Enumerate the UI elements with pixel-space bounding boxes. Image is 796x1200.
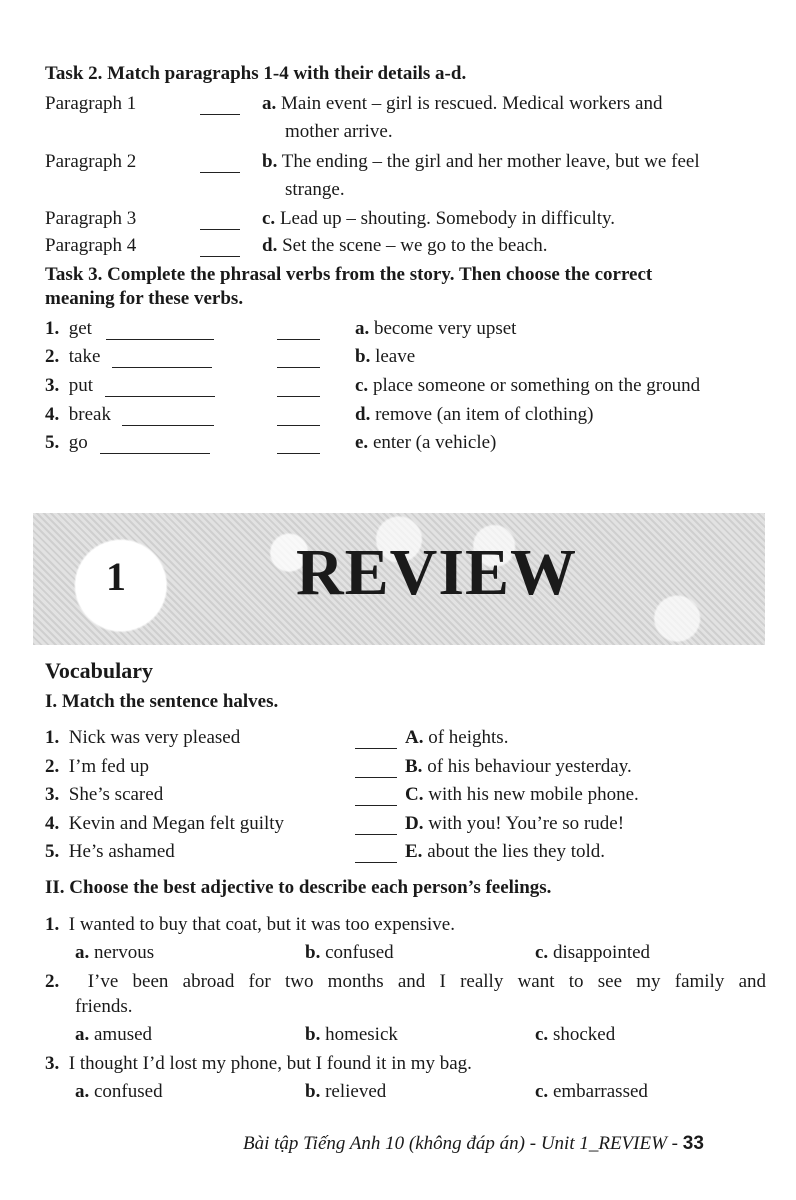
part2-title: II. Choose the best adjective to describe each person’s feelings. xyxy=(45,877,552,898)
detail-continuation: strange. xyxy=(285,179,345,200)
meaning-item: d. remove (an item of clothing) xyxy=(355,404,594,425)
sentence-end: C. with his new mobile phone. xyxy=(405,784,639,805)
option-a[interactable]: a. confused xyxy=(75,1081,163,1102)
unit-review-banner xyxy=(33,513,765,645)
verb-blank[interactable] xyxy=(100,433,210,454)
page-number: 33 xyxy=(682,1133,704,1154)
answer-blank[interactable] xyxy=(277,347,320,368)
sentence-start: 3. She’s scared xyxy=(45,784,164,805)
verb-blank[interactable] xyxy=(105,376,215,397)
question: 1. I wanted to buy that coat, but it was too expensive. xyxy=(45,914,455,935)
sentence-start: 4. Kevin and Megan felt guilty xyxy=(45,813,285,834)
option-b[interactable]: b. relieved xyxy=(305,1081,387,1102)
banner-title: REVIEW xyxy=(296,536,578,609)
verb-blank[interactable] xyxy=(106,319,214,340)
detail-item: b. The ending – the girl and her mother leave, but we feel xyxy=(262,151,700,172)
verb-blank[interactable] xyxy=(112,347,212,368)
question-continuation: friends. xyxy=(75,996,133,1017)
answer-blank[interactable] xyxy=(355,728,397,749)
answer-blank[interactable] xyxy=(277,376,320,397)
sentence-start: 1. Nick was very pleased xyxy=(45,727,241,748)
answer-blank[interactable] xyxy=(200,236,240,257)
footer-text: Bài tập Tiếng Anh 10 (không đáp án) - Unit 1_REVIEW - xyxy=(243,1133,683,1154)
option-c[interactable]: c. embarrassed xyxy=(535,1081,648,1102)
sentence-start: 2. I’m fed up xyxy=(45,756,149,777)
meaning-item: a. become very upset xyxy=(355,318,517,339)
unit-number: 1 xyxy=(106,554,126,599)
phrasal-verb-item: 4. break xyxy=(45,404,111,425)
paragraph-label: Paragraph 1 xyxy=(45,93,137,114)
verb-blank[interactable] xyxy=(122,405,214,426)
meaning-item: b. leave xyxy=(355,346,416,367)
phrasal-verb-item: 3. put xyxy=(45,375,94,396)
part1-title: I. Match the sentence halves. xyxy=(45,691,279,712)
detail-item: c. Lead up – shouting. Somebody in difficulty. xyxy=(262,208,616,229)
sentence-end: D. with you! You’re so rude! xyxy=(405,813,625,834)
answer-blank[interactable] xyxy=(200,209,240,230)
detail-continuation: mother arrive. xyxy=(285,121,393,142)
answer-blank[interactable] xyxy=(355,757,397,778)
task3-title-cont: meaning for these verbs. xyxy=(45,288,244,309)
answer-blank[interactable] xyxy=(355,814,397,835)
option-a[interactable]: a. amused xyxy=(75,1024,153,1045)
question: 3. I thought I’d lost my phone, but I found it in my bag. xyxy=(45,1053,472,1074)
question: 2. I’ve been abroad for two months and I really want to see my family and xyxy=(45,971,767,992)
answer-blank[interactable] xyxy=(277,433,320,454)
answer-blank[interactable] xyxy=(277,405,320,426)
phrasal-verb-item: 1. get xyxy=(45,318,92,339)
meaning-item: c. place someone or something on the ground xyxy=(355,375,701,396)
answer-blank[interactable] xyxy=(355,842,397,863)
detail-item: d. Set the scene – we go to the beach. xyxy=(262,235,548,256)
option-b[interactable]: b. homesick xyxy=(305,1024,398,1045)
answer-blank[interactable] xyxy=(200,94,240,115)
meaning-item: e. enter (a vehicle) xyxy=(355,432,497,453)
option-c[interactable]: c. shocked xyxy=(535,1024,616,1045)
sentence-start: 5. He’s ashamed xyxy=(45,841,175,862)
paragraph-label: Paragraph 2 xyxy=(45,151,137,172)
sentence-end: E. about the lies they told. xyxy=(405,841,606,862)
task2-title: Task 2. Match paragraphs 1-4 with their details a-d. xyxy=(45,63,467,84)
option-c[interactable]: c. disappointed xyxy=(535,942,651,963)
section-heading: Vocabulary xyxy=(45,658,153,683)
sentence-end: A. of heights. xyxy=(405,727,509,748)
answer-blank[interactable] xyxy=(277,319,320,340)
detail-item: a. Main event – girl is rescued. Medical workers and xyxy=(262,93,663,114)
sentence-end: B. of his behaviour yesterday. xyxy=(405,756,632,777)
paragraph-label: Paragraph 4 xyxy=(45,235,137,256)
option-a[interactable]: a. nervous xyxy=(75,942,155,963)
answer-blank[interactable] xyxy=(355,785,397,806)
phrasal-verb-item: 5. go xyxy=(45,432,88,453)
answer-blank[interactable] xyxy=(200,152,240,173)
paragraph-label: Paragraph 3 xyxy=(45,208,137,229)
task3-title: Task 3. Complete the phrasal verbs from the story. Then choose the correct xyxy=(45,264,653,285)
phrasal-verb-item: 2. take xyxy=(45,346,101,367)
option-b[interactable]: b. confused xyxy=(305,942,394,963)
page-footer xyxy=(243,1133,704,1155)
